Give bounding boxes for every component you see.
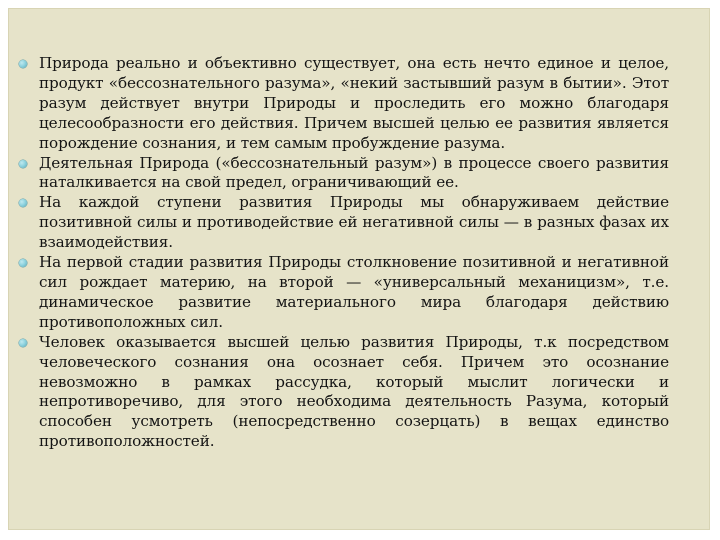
bullet-text: На каждой ступени развития Природы мы обнаруживаем действие позитивной силы и противодействие ей негативной силы — в разных фазах их взаимодействия. (39, 193, 669, 252)
bullet-text: Человек оказывается высшей целью развития Природы, т.к посредством человеческого сознания она осознает себя. Причем это осознание невозможно в рамках рассудка, который мыслит логически и непротиворечиво, для этого необходима деятельность Разума, который способен усмотреть (непосредственно созерцать) в вещах единство противоположностей. (39, 332, 669, 451)
bullet-text: Природа реально и объективно существует, она есть нечто единое и целое, продукт «бессознательного разума», «некий застывший разум в бытии». Этот разум действует внутри Природы и проследить его можно благодаря целесообразности его действия. Причем высшей целью ее развития является порождение сознания, и тем самым пробуждение разума. (39, 54, 669, 152)
list-item (31, 193, 669, 253)
round-bullet-icon (19, 339, 27, 347)
round-bullet-icon (19, 160, 27, 168)
round-bullet-icon (19, 199, 27, 207)
list-item (31, 253, 669, 333)
list-item (31, 333, 669, 452)
round-bullet-icon (19, 259, 27, 267)
slide-content (9, 54, 711, 452)
round-bullet-icon (19, 60, 27, 68)
list-item (31, 54, 669, 154)
bullet-text: На первой стадии развития Природы столкновение позитивной и негативной сил рождает материю, на второй — «универсальный механицизм», т.е. динамическое развитие материального мира благодаря действию противоположных сил. (39, 253, 669, 331)
bullet-text: Деятельная Природа («бессознательный разум») в процессе своего развития наталкивается на свой предел, ограничивающий ее. (39, 153, 669, 192)
bullet-list (31, 54, 669, 452)
list-item (31, 154, 669, 194)
slide-frame (8, 8, 710, 530)
